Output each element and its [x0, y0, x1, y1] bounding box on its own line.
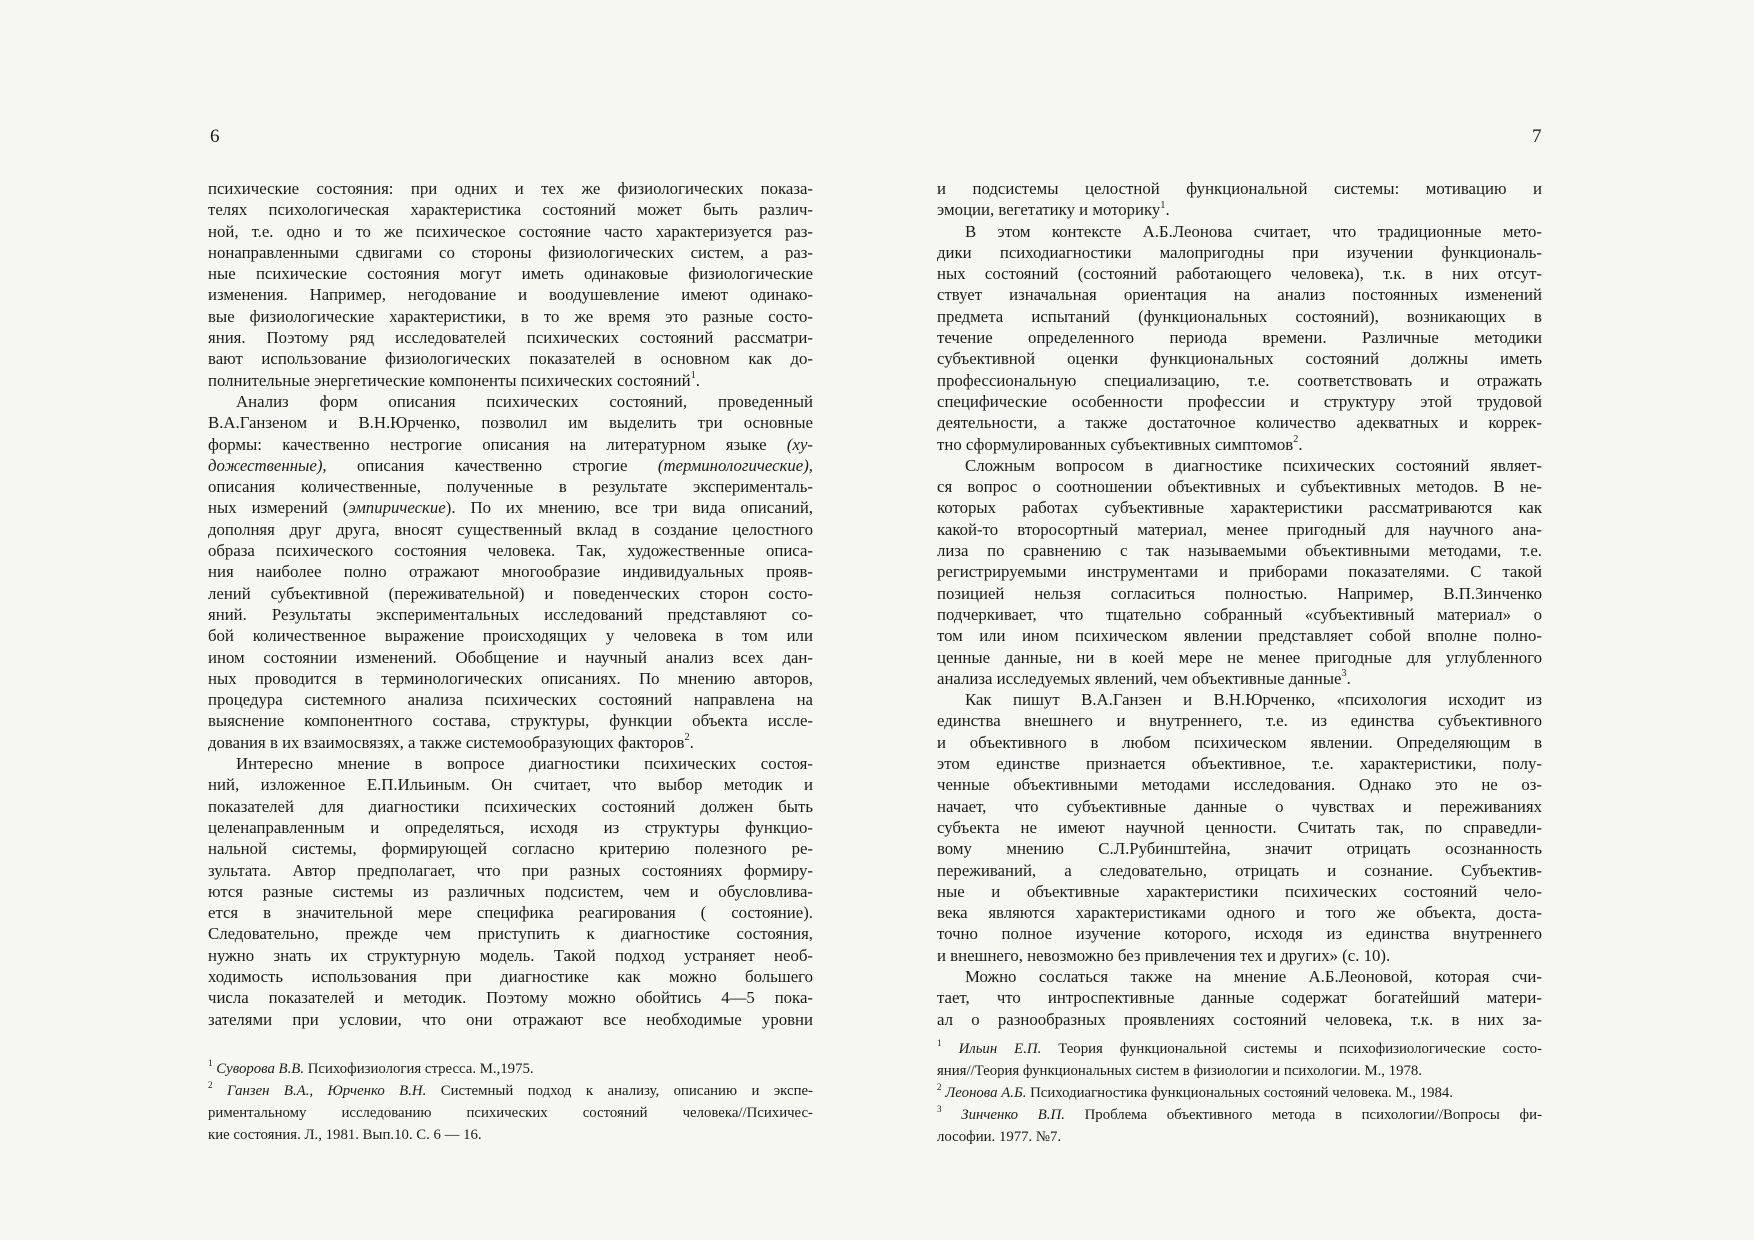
text-line — [937, 647, 1542, 668]
text-line — [937, 987, 1542, 1008]
text-run: изменения. Например, негодование и воодушевление имеют одинако- — [208, 285, 813, 305]
text-line — [208, 199, 813, 220]
text-run: описания количественные, полученные в результате эксперименталь- — [208, 477, 813, 497]
text-run: Можно сослаться также на мнение А.Б.Леоновой, которая счи- — [965, 966, 1542, 986]
text-run: яния. Поэтому ряд исследователей психических состояний рассматри- — [208, 328, 813, 348]
text-line — [208, 370, 813, 391]
page-number-right: 7 — [1532, 126, 1542, 147]
text-run: субъективной оценки функциональных состояний должны иметь — [937, 349, 1542, 369]
text-line — [937, 923, 1542, 944]
text-line — [208, 860, 813, 881]
text-line — [937, 796, 1542, 817]
text-run: Психодиагностика функциональных состояний человека. М., 1984. — [1026, 1084, 1453, 1101]
text-line — [208, 178, 813, 199]
text-run: позицией нельзя согласиться полностью. Например, В.П.Зинченко — [937, 583, 1542, 603]
text-line — [937, 242, 1542, 263]
text-run: ных состояний (состояний работающего человека), т.к. в них отсут- — [937, 264, 1542, 284]
text-run: показателей для диагностики психических состояний должен быть — [208, 796, 813, 816]
text-run: формы: качественно нестрогие описания на литературном языке — [208, 434, 787, 454]
text-run: процедура системного анализа психических состояний направлена на — [208, 690, 813, 710]
text-run: . — [1346, 668, 1351, 688]
footnote-marker: 3 — [1341, 668, 1347, 680]
text-run: точно полное изучение которого, исходя из единства внутреннего — [937, 924, 1542, 944]
text-line — [937, 412, 1542, 433]
text-run: тно сформулированных субъективных симптомов — [937, 434, 1294, 454]
text-line — [208, 987, 813, 1008]
text-run: ). По их мнению, все три вида описаний, — [445, 498, 813, 518]
text-run: вают использование физиологических показателей в основном как до- — [208, 349, 813, 369]
text-line — [208, 540, 813, 561]
text-run: дования в их взаимосвязях, а также системообразующих факторов — [208, 732, 685, 752]
text-run: течение определенного периода времени. Различные методики — [937, 328, 1542, 348]
text-line — [937, 348, 1542, 369]
footnote-marker: 2 — [1293, 433, 1299, 445]
text-line — [937, 710, 1542, 731]
italic-run: дожественные), — [208, 455, 327, 475]
text-run: регистрируемыми инструментами и приборами показателями. С такой — [937, 562, 1542, 582]
text-run: числа показателей и методик. Поэтому можно обойтись 4—5 пока- — [208, 988, 813, 1008]
text-run: зателями при условии, что они отражают все необходимые уровни — [208, 1009, 813, 1029]
text-run — [213, 1083, 227, 1099]
text-run: Системный подход к анализу, описанию и экспе- — [426, 1082, 813, 1099]
text-line — [937, 881, 1542, 902]
text-line — [208, 327, 813, 348]
text-line — [208, 796, 813, 817]
text-line — [208, 966, 813, 987]
text-line — [937, 732, 1542, 753]
text-line — [937, 774, 1542, 795]
text-run: ином состоянии изменений. Обобщение и научный анализ всех дан- — [208, 647, 813, 667]
page-left-footnotes — [208, 1059, 813, 1147]
text-run: . — [689, 732, 694, 752]
text-run: профессиональную специализацию, т.е. соответствовать и отражать — [937, 370, 1542, 390]
text-line — [937, 455, 1542, 476]
text-line — [208, 412, 813, 433]
footnote-line — [937, 1105, 1542, 1127]
italic-run: (терминологические), — [657, 455, 813, 475]
text-run: риментальному исследованию психических состояний человека//Психичес- — [208, 1104, 813, 1121]
text-line — [937, 476, 1542, 497]
text-run: Как пишут В.А.Ганзен и В.Н.Юрченко, «психология исходит из — [965, 690, 1542, 710]
text-run: вому мнению С.Л.Рубинштейна, значит отрицать осознанность — [937, 839, 1542, 859]
text-run: Теория функциональной системы и психофизиологические состо- — [1041, 1041, 1542, 1057]
text-run: Сложным вопросом в диагностике психических состояний являет- — [965, 455, 1542, 475]
text-line — [208, 710, 813, 731]
text-run: полнительные энергетические компоненты психических состояний — [208, 370, 691, 390]
text-line — [208, 838, 813, 859]
text-run: и подсистемы целостной функциональной системы: мотивацию и — [937, 179, 1542, 198]
text-run: ченные объективными методами исследования. Однако это не оз- — [937, 775, 1542, 795]
footnote-marker: 1 — [1160, 199, 1166, 211]
text-run: и внешнего, невозможно без привлечения тех и других» (с. 10). — [937, 945, 1391, 965]
text-line — [937, 1009, 1542, 1030]
text-run: вые физиологические характеристики, в то же время это разные состо- — [208, 306, 813, 326]
text-run: яния//Теория функциональных систем в физиологии и психологии. М., 1978. — [937, 1062, 1422, 1079]
text-line — [937, 327, 1542, 348]
footnote-marker: 2 — [208, 1079, 213, 1090]
text-run: нальной системы, формирующей согласно критерию полезного ре- — [208, 839, 813, 859]
text-line — [208, 519, 813, 540]
footnote-line — [937, 1039, 1542, 1061]
text-line — [208, 817, 813, 838]
text-run: ствует изначальная ориентация на анализ постоянных изменений — [937, 285, 1542, 305]
text-run: ся вопрос о соотношении объективных и субъективных методов. В не- — [937, 477, 1542, 497]
text-line — [937, 583, 1542, 604]
text-line — [937, 966, 1542, 987]
text-run: единства внешнего и внутреннего, т.е. из единства субъективного — [937, 711, 1542, 731]
text-line — [937, 561, 1542, 582]
text-line — [208, 497, 813, 518]
text-run: Следовательно, прежде чем приступить к диагностике состояния, — [208, 924, 813, 944]
footnote-line — [208, 1125, 813, 1147]
text-line — [208, 902, 813, 923]
text-line — [208, 348, 813, 369]
text-line — [208, 732, 813, 753]
text-line — [937, 284, 1542, 305]
text-run: бой количественное выражение происходящих у человека в том или — [208, 626, 813, 646]
text-run: века являются характеристиками одного и того же объекта, доста- — [937, 903, 1542, 923]
text-run: телях психологическая характеристика состояний может быть различ- — [208, 200, 813, 220]
text-line — [937, 860, 1542, 881]
italic-run: эмпирические — [348, 498, 446, 518]
text-run: ной, т.е. одно и то же психическое состояние часто характеризуется раз- — [208, 221, 813, 241]
text-line — [937, 519, 1542, 540]
italic-run: Ильин Е.П. — [958, 1041, 1042, 1057]
text-line — [937, 945, 1542, 966]
italic-run: Суворова В.В. — [216, 1061, 305, 1077]
text-line — [208, 263, 813, 284]
text-run: анализа исследуемых явлений, чем объективные данные — [937, 668, 1342, 688]
text-line — [208, 221, 813, 242]
text-run: которых работах субъективные характеристики рассматриваются как — [937, 498, 1542, 518]
text-run: ний, изложенное Е.П.Ильиным. Он считает, что выбор методик и — [208, 775, 813, 795]
text-run: этом единстве признается объективное, т.е. характеристики, полу- — [937, 754, 1542, 774]
text-line — [937, 668, 1542, 689]
page-right — [937, 0, 1542, 1240]
footnote-line — [208, 1059, 813, 1081]
italic-run: (ху- — [786, 434, 813, 454]
text-run: ется в значительной мере специфика реагирования ( состояние). — [208, 903, 813, 923]
text-run: ходимость использования при диагностике как можно большего — [208, 966, 813, 986]
text-line — [937, 689, 1542, 710]
text-run: ные психические состояния могут иметь одинаковые физиологические — [208, 264, 813, 284]
text-line — [937, 902, 1542, 923]
italic-run: Леонова А.Б. — [945, 1084, 1027, 1101]
text-run: и объективного в любом психическом явлении. Определяющим в — [937, 732, 1542, 752]
text-run: специфические особенности профессии и структуру этой трудовой — [937, 391, 1542, 411]
text-line — [208, 561, 813, 582]
text-line — [208, 583, 813, 604]
italic-run: Ганзен В.А., Юрченко В.Н. — [227, 1082, 427, 1099]
text-run: Анализ форм описания психических состояний, проведенный — [236, 391, 813, 411]
text-run: Психофизиология стресса. М.,1975. — [304, 1061, 534, 1077]
text-line — [208, 434, 813, 455]
footnote-marker: 3 — [937, 1103, 942, 1114]
footnote-line — [208, 1081, 813, 1103]
text-run: тает, что интроспективные данные содержат богатейший матери- — [937, 988, 1542, 1008]
text-line — [937, 263, 1542, 284]
text-run: Проблема объективного метода в психологии//Вопросы фи- — [1064, 1106, 1542, 1123]
footnote-marker: 1 — [208, 1058, 213, 1069]
text-line — [208, 604, 813, 625]
text-line — [937, 625, 1542, 646]
text-run: психические состояния: при одних и тех же физиологических показа- — [208, 179, 813, 198]
footnote-marker: 2 — [684, 732, 690, 744]
text-run: В этом контексте А.Б.Леонова считает, что традиционные мето- — [965, 221, 1542, 241]
text-line — [208, 476, 813, 497]
text-line — [208, 306, 813, 327]
text-run: ния наиболее полно отражают многообразие индивидуальных прояв- — [208, 562, 813, 582]
text-line — [937, 604, 1542, 625]
text-line — [208, 455, 813, 476]
footnote-marker: 2 — [937, 1081, 942, 1092]
text-line — [208, 647, 813, 668]
text-line — [937, 391, 1542, 412]
text-run: яний. Результаты экспериментальных исследований представляют со- — [208, 604, 813, 624]
text-run: целенаправленным и определяться, исходя из структуры функцио- — [208, 817, 813, 837]
text-run: кие состояния. Л., 1981. Вып.10. С. 6 — 16. — [208, 1126, 482, 1143]
text-run — [942, 1107, 962, 1123]
text-line — [208, 923, 813, 944]
text-line — [208, 945, 813, 966]
text-run: выяснение компонентного состава, структуры, функции объекта иссле- — [208, 711, 813, 731]
text-run: переживаний, а следовательно, отрицать и сознание. Субъектив- — [937, 860, 1542, 880]
footnote-line — [937, 1061, 1542, 1083]
text-run: . — [695, 370, 700, 390]
text-line — [208, 625, 813, 646]
text-run: ные и объективные характеристики психических состояний чело- — [937, 881, 1542, 901]
page-left — [208, 0, 813, 1240]
text-line — [937, 753, 1542, 774]
text-line — [937, 817, 1542, 838]
text-line — [937, 306, 1542, 327]
footnote-marker: 1 — [690, 370, 696, 382]
footnote-line — [937, 1083, 1542, 1105]
text-run — [942, 1041, 959, 1057]
text-run: ных проводится в терминологических описаниях. По мнению авторов, — [208, 668, 813, 688]
text-run: ных измерений ( — [208, 498, 349, 518]
text-line — [208, 668, 813, 689]
footnote-line — [937, 1127, 1542, 1149]
page-left-body-text — [208, 178, 813, 1030]
text-run: ценные данные, ни в коей мере не менее пригодные для углубленного — [937, 647, 1542, 667]
page-number-left: 6 — [210, 126, 220, 147]
text-run: Интересно мнение в вопросе диагностики психических состоя- — [236, 754, 813, 774]
text-line — [937, 540, 1542, 561]
footnote-line — [208, 1103, 813, 1125]
text-line — [937, 199, 1542, 220]
text-line — [208, 753, 813, 774]
text-run: лиза по сравнению с так называемыми объективными методами, т.е. — [937, 541, 1542, 561]
page-right-footnotes — [937, 1039, 1542, 1149]
text-run: эмоции, вегетатику и моторику — [937, 200, 1161, 220]
text-run: деятельности, а также достаточное количество адекватных и коррек- — [937, 413, 1542, 433]
text-line — [937, 434, 1542, 455]
text-line — [208, 774, 813, 795]
text-line — [937, 370, 1542, 391]
text-run: В.А.Ганзеном и В.Н.Юрченко, позволил им выделить три основные — [208, 413, 813, 433]
text-line — [208, 689, 813, 710]
text-run: дополняя друг друга, вносят существенный вклад в создание целостного — [208, 519, 813, 539]
text-run: зультата. Автор предполагает, что при разных состояниях формиру- — [208, 860, 813, 880]
text-run: ал о разнообразных проявлениях состояний человека, т.к. в них за- — [937, 1009, 1542, 1029]
text-run: образа психического состояния человека. Так, художественные описа- — [208, 541, 813, 561]
text-line — [208, 1009, 813, 1030]
text-run: субъекта не имеют научной ценности. Считать так, по справедли- — [937, 817, 1542, 837]
text-line — [208, 881, 813, 902]
text-run: лософии. 1977. №7. — [937, 1128, 1062, 1145]
text-run: лений субъективной (переживательной) и поведенческих сторон состо- — [208, 583, 813, 603]
text-line — [208, 391, 813, 412]
footnote-marker: 1 — [937, 1038, 942, 1049]
text-run: описания качественно строгие — [326, 455, 658, 475]
text-run: . — [1165, 200, 1170, 220]
text-line — [937, 838, 1542, 859]
text-run: начает, что субъективные данные о чувствах и переживаниях — [937, 796, 1542, 816]
text-run: том или ином психическом явлении представляет собой вполне полно- — [937, 626, 1542, 646]
text-run: дики психодиагностики малопригодны при изучении функциональ- — [937, 242, 1542, 262]
text-line — [937, 497, 1542, 518]
italic-run: Зинченко В.П. — [961, 1106, 1065, 1123]
text-line — [208, 284, 813, 305]
text-run: какой-то второсортный материал, менее пригодный для научного ана- — [937, 519, 1542, 539]
text-line — [937, 221, 1542, 242]
text-run: нужно знать их структурную модель. Такой подход устраняет необ- — [208, 945, 813, 965]
text-run: ются разные системы из различных подсистем, чем и обусловлива- — [208, 881, 813, 901]
page-right-body-text — [937, 178, 1542, 1030]
text-run: . — [1298, 434, 1303, 454]
text-line — [208, 242, 813, 263]
text-run: предмета испытаний (функциональных состояний), возникающих в — [937, 306, 1542, 326]
text-run: нонаправленными сдвигами со стороны физиологических систем, а раз- — [208, 242, 813, 262]
text-run: подчеркивает, что тщательно собранный «субъективный материал» о — [937, 604, 1542, 624]
text-line — [937, 178, 1542, 199]
